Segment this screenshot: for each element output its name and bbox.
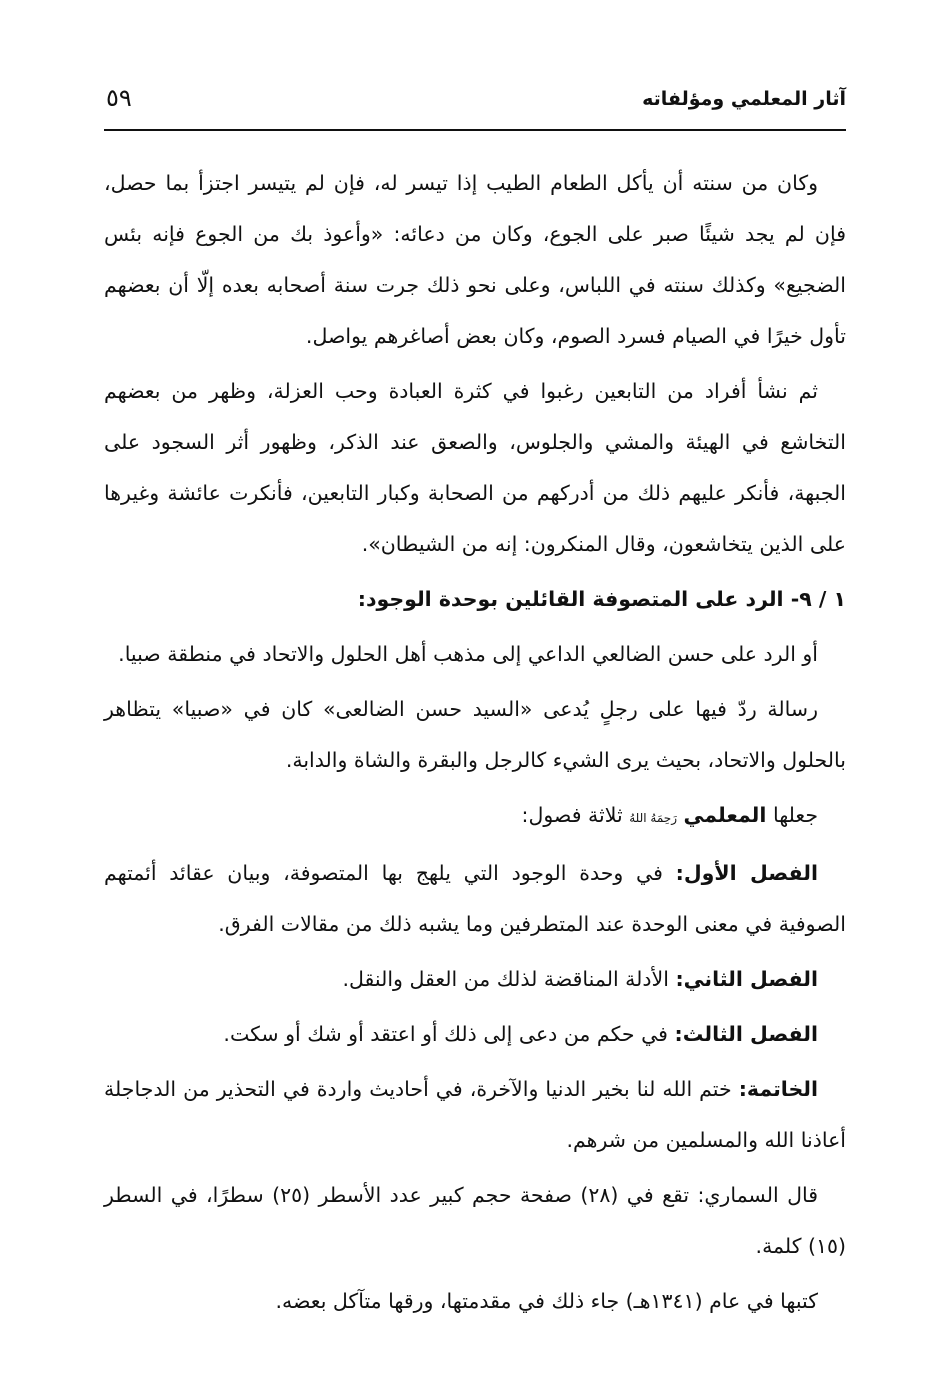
honorific-phrase: رَحِمَهُ اللهُ — [629, 811, 677, 825]
running-header-title: آثار المعلمي ومؤلفاته — [642, 88, 846, 110]
chapter-two-label: الفصل الثاني: — [675, 967, 818, 991]
paragraph-alternate-title: أو الرد على حسن الضالعي الداعي إلى مذهب أهل الحلول والاتحاد في منطقة صبيا. — [118, 642, 818, 666]
conclusion-label: الخاتمة: — [738, 1077, 818, 1101]
conclusion — [104, 1064, 846, 1166]
paragraph-written-date: كتبها في عام (١٣٤١هـ) جاء ذلك في مقدمتها، ورقها متآكل بعضه. — [275, 1289, 818, 1313]
chapter-three-text: في حكم من دعى إلى ذلك أو اعتقد أو شك أو سكت. — [223, 1022, 668, 1046]
paragraph-treatise-description: رسالة ردّ فيها على رجلٍ يُدعى «السيد حسن الضالعى» كان في «صبيا» يتظاهر بالحلول والاتحاد، بحيث يرى الشيء كالرجل والبقرة والشاة والدابة. — [104, 697, 846, 772]
chapter-one-label: الفصل الأول: — [675, 861, 818, 885]
chapter-one — [104, 848, 846, 950]
paragraph-sunnah-food: وكان من سنته أن يأكل الطعام الطيب إذا تيسر له، فإن لم يتيسر اجتزأ بما حصل، فإن لم يجد شيئًا صبر على الجوع، وكان من دعائه: «وأعوذ بك من الجوع فإنه بئس الضجيع» وكذلك سنته في اللباس، وعلى نحو ذلك جرت سنة أصحابه بعده إلّا أن بعضهم تأول خيرًا في الصيام فسرد الصوم، وكان بعض أصاغرهم يواصل. — [104, 171, 846, 348]
chapters-intro-lead: جعلها — [772, 803, 818, 827]
conclusion-text: ختم الله لنا بخير الدنيا والآخرة، في أحاديث واردة في التحذير من الدجاجلة أعاذنا الله والمسلمين من شرهم. — [104, 1077, 846, 1152]
paragraph-samahari: قال السماري: تقع في (٢٨) صفحة حجم كبير عدد الأسطر (٢٥) سطرًا، في السطر (١٥) كلمة. — [104, 1183, 846, 1258]
chapter-three-label: الفصل الثالث: — [674, 1022, 818, 1046]
section-heading: ١ / ٩- الرد على المتصوفة القائلين بوحدة الوجود: — [357, 587, 846, 611]
chapter-two-text: الأدلة المناقضة لذلك من العقل والنقل. — [342, 967, 669, 991]
author-name: المعلمي — [683, 803, 767, 827]
running-header — [104, 84, 846, 124]
chapter-one-text: في وحدة الوجود التي يلهج بها المتصوفة، وبيان عقائد أئمتهم الصوفية في معنى الوحدة عند المتطرفين وما يشبه ذلك من مقالات الفرق. — [104, 861, 846, 936]
chapters-intro-tail: ثلاثة فصول: — [521, 803, 623, 827]
page-number: ٥٩ — [106, 84, 132, 112]
header-divider — [104, 129, 846, 131]
chapter-two — [104, 954, 846, 1005]
paragraph-chapters-intro — [104, 790, 846, 844]
paragraph-tabiin: ثم نشأ أفراد من التابعين رغبوا في كثرة العبادة وحب العزلة، وظهر من بعضهم التخاشع في الهيئة والمشي والجلوس، والصعق عند الذكر، وظهور أثر السجود على الجبهة، فأنكر عليهم ذلك من أدركهم من الصحابة وكبار التابعين، فأنكرت عائشة وغيرها على الذين يتخاشعون، وقال المنكرون: إنه من الشيطان». — [104, 379, 846, 556]
chapter-three — [104, 1009, 846, 1060]
page-body — [104, 158, 846, 1331]
